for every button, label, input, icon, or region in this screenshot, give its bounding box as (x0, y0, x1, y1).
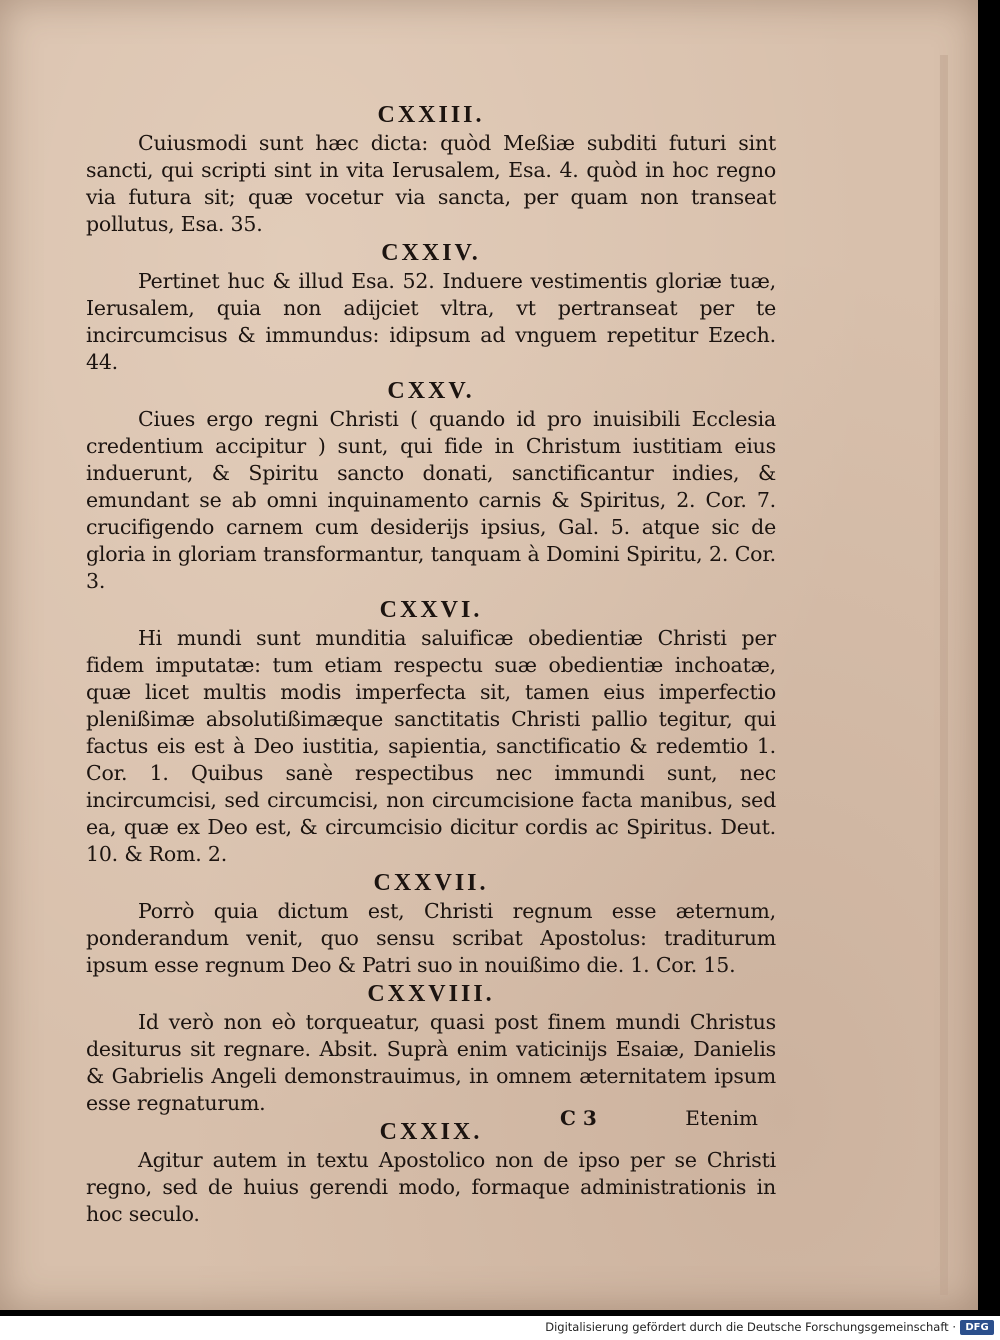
section-text-127: Porrò quia dictum est, Christi regnum esse æternum, ponderandum venit, quo sensu scribat Apostolus: traditurum ipsum esse regnum Deo & Patri suo in nouißimo die. 1. Cor. 15. (86, 899, 776, 977)
page-footer-line (86, 1106, 758, 1136)
section-text-128: Id verò non eò torqueatur, quasi post finem mundi Christus desiturus sit regnare. Absit. Suprà enim vaticinijs Esaiæ, Danielis & Gabrielis Angeli demonstrauimus, in omnem æternitatem ipsum esse regnaturum. (86, 1010, 776, 1115)
page-edge (940, 55, 948, 1295)
section-heading-128: CXXVIII. (367, 981, 495, 1007)
section-text-125: Ciues ergo regni Christi ( quando id pro inuisibili Ecclesia credentium accipitur ) sunt, qui fide in Christum iustitiam eius induerunt, & Spiritu sancto donati, sanctificantur indies, & emundant se ab omni inquinamento carnis & Spiritus, 2. Cor. 7. crucifigendo carnem cum desiderijs ipsius, Gal. 5. atque sic de gloria in gloriam transformantur, tanquam à Domini Spiritu, 2. Cor. 3. (86, 407, 776, 593)
section-heading-123: CXXIII. (377, 102, 485, 128)
section-heading-129: CXXIX. (379, 1119, 483, 1145)
page-body (86, 100, 776, 1228)
section-text-123: Cuiusmodi sunt hæc dicta: quòd Meßiæ subditi futuri sint sancti, qui scripti sint in vita Ierusalem, Esa. 4. quòd in hoc regno via futura sit; quæ vocetur via sancta, per quam non transeat pollutus, Esa. 35. (86, 131, 776, 236)
section-text-129: Agitur autem in textu Apostolico non de ipso per se Christi regno, sed de huius gerendi modo, formaque administrationis in hoc seculo. (86, 1148, 776, 1226)
funding-credit: Digitalisierung gefördert durch die Deutsche Forschungsgemeinschaft · (545, 1320, 956, 1334)
dfg-logo: DFG (960, 1320, 994, 1335)
section-heading-127: CXXVII. (373, 870, 489, 896)
section-heading-125: CXXV. (387, 378, 475, 404)
section-heading-126: CXXVI. (379, 597, 483, 623)
section-text-126: Hi mundi sunt munditia saluificæ obedientiæ Christi per fidem imputatæ: tum etiam respectu suæ obedientiæ inchoatæ, quæ licet multis modis imperfecta sit, tamen eius imperfectio plenißimæ absolutißimæque sanctitatis Christi pallio tegitur, qui factus eis est à Deo iustitia, sapientia, sanctificatio & redemtio 1. Cor. 1. Quibus sanè respectibus nec immundi sunt, nec incircumcisi, sed circumcisi, non circumcisione facta manibus, sed ea, quæ ex Deo est, & circumcisio dicitur cordis ac Spiritus. Deut. 10. & Rom. 2. (86, 626, 776, 866)
signature-mark: C 3 (560, 1106, 597, 1130)
section-text-124: Pertinet huc & illud Esa. 52. Induere vestimentis gloriæ tuæ, Ierusalem, quia non adijciet vltra, vt pertranseat per te incircumcisus & immundus: idipsum ad vnguem repetitur Ezech. 44. (86, 269, 776, 374)
digitization-footer (0, 1316, 1000, 1340)
catchword: Etenim (685, 1106, 758, 1130)
section-heading-124: CXXIV. (381, 240, 481, 266)
